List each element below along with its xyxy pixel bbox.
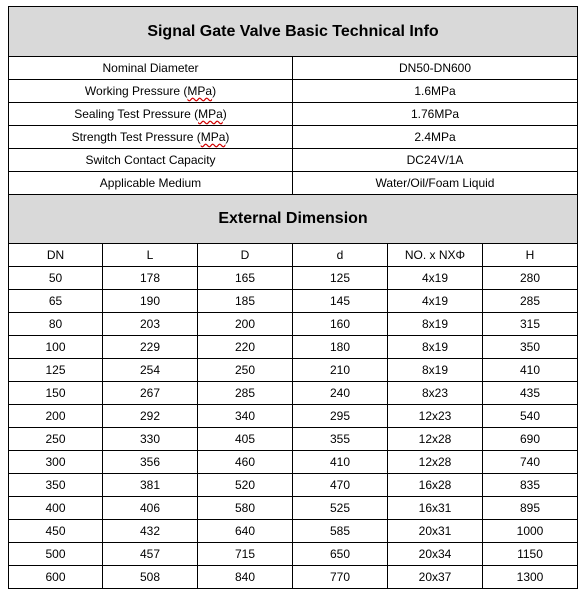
table-cell: 20x31 <box>388 520 483 543</box>
column-header: D <box>198 244 293 267</box>
table-cell: 203 <box>103 313 198 336</box>
table-cell: 580 <box>198 497 293 520</box>
table-cell: 185 <box>198 290 293 313</box>
table-cell: 12x28 <box>388 451 483 474</box>
table-cell: 200 <box>198 313 293 336</box>
column-header: L <box>103 244 198 267</box>
table-cell: 20x37 <box>388 566 483 589</box>
table-cell: 254 <box>103 359 198 382</box>
table-cell: 50 <box>9 267 103 290</box>
dimension-rows <box>9 267 578 589</box>
table-cell: 840 <box>198 566 293 589</box>
table-cell: 65 <box>9 290 103 313</box>
table-row <box>9 313 578 336</box>
table-cell: 250 <box>198 359 293 382</box>
table-cell: 292 <box>103 405 198 428</box>
table-cell: 8x19 <box>388 313 483 336</box>
spec-label: Nominal Diameter <box>9 57 293 80</box>
table-cell: 600 <box>9 566 103 589</box>
page-title: Signal Gate Valve Basic Technical Info <box>9 7 578 57</box>
spec-row <box>9 126 578 149</box>
table-cell: 4x19 <box>388 290 483 313</box>
table-cell: 520 <box>198 474 293 497</box>
column-header: DN <box>9 244 103 267</box>
section-title: External Dimension <box>9 195 578 244</box>
table-cell: 356 <box>103 451 198 474</box>
table-cell: 16x28 <box>388 474 483 497</box>
table-cell: 4x19 <box>388 267 483 290</box>
table-row <box>9 405 578 428</box>
spec-value: 1.6MPa <box>293 80 578 103</box>
table-cell: 835 <box>483 474 578 497</box>
table-row <box>9 382 578 405</box>
table-row <box>9 543 578 566</box>
table-row <box>9 428 578 451</box>
table-cell: 432 <box>103 520 198 543</box>
table-cell: 190 <box>103 290 198 313</box>
dimension-table <box>8 194 578 589</box>
table-cell: 180 <box>293 336 388 359</box>
table-cell: 8x19 <box>388 336 483 359</box>
table-cell: 410 <box>483 359 578 382</box>
table-cell: 650 <box>293 543 388 566</box>
table-cell: 20x34 <box>388 543 483 566</box>
table-header-row <box>9 244 578 267</box>
table-cell: 16x31 <box>388 497 483 520</box>
spec-value: DC24V/1A <box>293 149 578 172</box>
table-cell: 355 <box>293 428 388 451</box>
table-cell: 150 <box>9 382 103 405</box>
table-cell: 315 <box>483 313 578 336</box>
table-cell: 165 <box>198 267 293 290</box>
table-cell: 295 <box>293 405 388 428</box>
table-cell: 1150 <box>483 543 578 566</box>
table-cell: 340 <box>198 405 293 428</box>
spec-label: Applicable Medium <box>9 172 293 195</box>
column-header: H <box>483 244 578 267</box>
table-cell: 8x23 <box>388 382 483 405</box>
table-cell: 178 <box>103 267 198 290</box>
spec-value: DN50-DN600 <box>293 57 578 80</box>
table-cell: 740 <box>483 451 578 474</box>
table-cell: 640 <box>198 520 293 543</box>
table-cell: 220 <box>198 336 293 359</box>
table-cell: 125 <box>9 359 103 382</box>
table-cell: 540 <box>483 405 578 428</box>
table-cell: 285 <box>483 290 578 313</box>
table-cell: 300 <box>9 451 103 474</box>
spec-row <box>9 172 578 195</box>
table-cell: 250 <box>9 428 103 451</box>
table-cell: 406 <box>103 497 198 520</box>
table-cell: 350 <box>9 474 103 497</box>
spec-table <box>8 6 578 195</box>
table-cell: 460 <box>198 451 293 474</box>
column-header: d <box>293 244 388 267</box>
table-cell: 690 <box>483 428 578 451</box>
spec-label: Sealing Test Pressure (MPa) <box>9 103 293 126</box>
table-row <box>9 359 578 382</box>
table-row <box>9 474 578 497</box>
table-cell: 525 <box>293 497 388 520</box>
unit-text: MPa <box>200 130 226 144</box>
spec-row <box>9 80 578 103</box>
table-cell: 350 <box>483 336 578 359</box>
table-cell: 470 <box>293 474 388 497</box>
table-cell: 145 <box>293 290 388 313</box>
table-cell: 895 <box>483 497 578 520</box>
table-row <box>9 497 578 520</box>
table-row <box>9 267 578 290</box>
spec-label: Strength Test Pressure (MPa) <box>9 126 293 149</box>
table-cell: 450 <box>9 520 103 543</box>
table-row <box>9 336 578 359</box>
unit-text: MPa <box>187 84 213 98</box>
spec-label: Working Pressure (MPa) <box>9 80 293 103</box>
table-cell: 12x23 <box>388 405 483 428</box>
table-row <box>9 566 578 589</box>
table-row <box>9 290 578 313</box>
table-cell: 285 <box>198 382 293 405</box>
table-cell: 229 <box>103 336 198 359</box>
table-cell: 585 <box>293 520 388 543</box>
table-cell: 715 <box>198 543 293 566</box>
table-cell: 435 <box>483 382 578 405</box>
table-row <box>9 451 578 474</box>
table-cell: 125 <box>293 267 388 290</box>
spec-value: Water/Oil/Foam Liquid <box>293 172 578 195</box>
table-cell: 267 <box>103 382 198 405</box>
spec-value: 1.76MPa <box>293 103 578 126</box>
table-cell: 500 <box>9 543 103 566</box>
table-cell: 457 <box>103 543 198 566</box>
table-cell: 410 <box>293 451 388 474</box>
table-cell: 210 <box>293 359 388 382</box>
table-cell: 160 <box>293 313 388 336</box>
unit-text: MPa <box>198 107 223 121</box>
table-cell: 200 <box>9 405 103 428</box>
table-cell: 8x19 <box>388 359 483 382</box>
technical-info-sheet <box>8 6 577 589</box>
table-cell: 1000 <box>483 520 578 543</box>
table-cell: 100 <box>9 336 103 359</box>
spec-row <box>9 57 578 80</box>
table-cell: 508 <box>103 566 198 589</box>
table-row <box>9 520 578 543</box>
table-cell: 381 <box>103 474 198 497</box>
spec-row <box>9 103 578 126</box>
spec-label: Switch Contact Capacity <box>9 149 293 172</box>
table-cell: 12x28 <box>388 428 483 451</box>
table-cell: 330 <box>103 428 198 451</box>
column-header: NO. x NXΦ <box>388 244 483 267</box>
spec-row <box>9 149 578 172</box>
table-cell: 280 <box>483 267 578 290</box>
table-cell: 240 <box>293 382 388 405</box>
table-cell: 80 <box>9 313 103 336</box>
table-cell: 1300 <box>483 566 578 589</box>
spec-value: 2.4MPa <box>293 126 578 149</box>
table-cell: 770 <box>293 566 388 589</box>
table-cell: 405 <box>198 428 293 451</box>
table-cell: 400 <box>9 497 103 520</box>
